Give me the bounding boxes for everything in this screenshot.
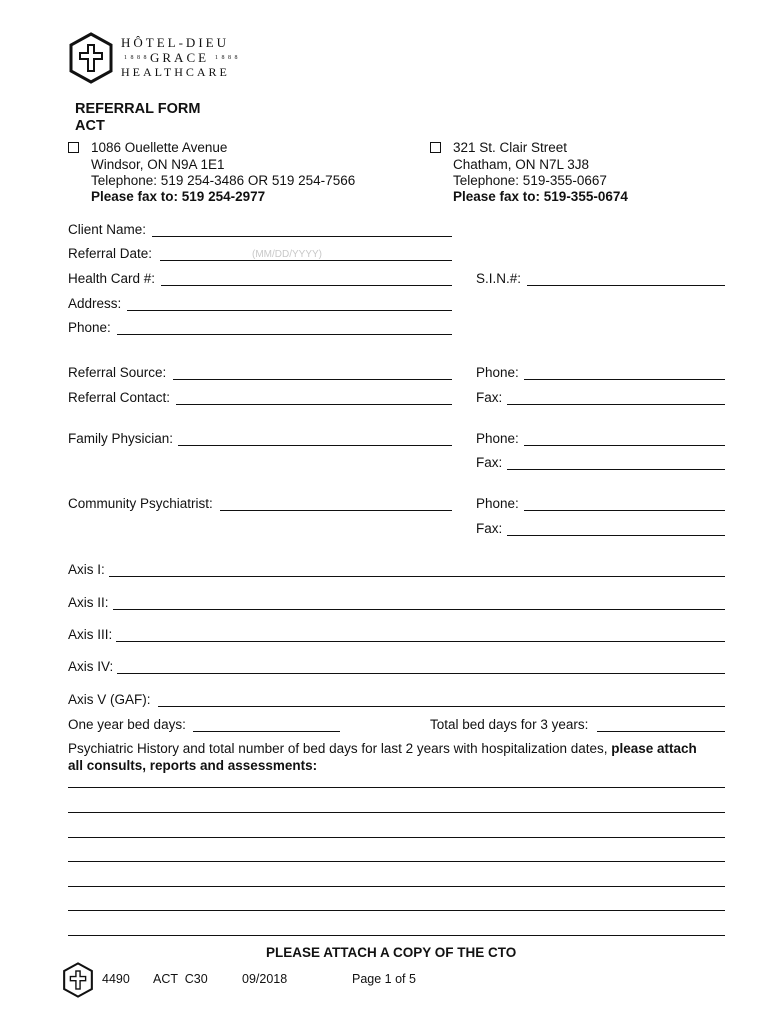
- community-psychiatrist-fax-field[interactable]: [507, 535, 725, 536]
- chatham-street: 321 St. Clair Street: [453, 140, 568, 155]
- axis-3-field[interactable]: [116, 641, 725, 642]
- axis-4-field[interactable]: [117, 673, 725, 674]
- footer-cross-emblem-icon: [62, 962, 94, 998]
- axis-2-field[interactable]: [113, 609, 725, 610]
- logo-line-grace: GRACE: [150, 50, 210, 65]
- sin-field[interactable]: [527, 285, 725, 286]
- windsor-checkbox[interactable]: [68, 142, 79, 153]
- psychiatric-history-attach: please attach: [611, 741, 697, 756]
- family-physician-phone-field[interactable]: [524, 445, 725, 446]
- community-psychiatrist-phone-label: Phone:: [476, 496, 519, 511]
- client-name-field[interactable]: [152, 236, 452, 237]
- history-line-4[interactable]: [68, 861, 725, 862]
- logo-year-left: 1 8 8 8: [124, 55, 148, 61]
- history-line-6[interactable]: [68, 910, 725, 911]
- client-name-label: Client Name:: [68, 222, 147, 237]
- axis-1-field[interactable]: [109, 576, 725, 577]
- referral-contact-fax-label: Fax:: [476, 390, 503, 405]
- logo-year-right: 1 8 8 8: [215, 55, 239, 61]
- axis-4-label: Axis IV:: [68, 659, 114, 674]
- chatham-fax: Please fax to: 519-355-0674: [453, 189, 628, 204]
- referral-source-label: Referral Source:: [68, 365, 167, 380]
- axis-1-label: Axis I:: [68, 562, 105, 577]
- referral-source-field[interactable]: [173, 379, 452, 380]
- chatham-checkbox[interactable]: [430, 142, 441, 153]
- referral-date-field[interactable]: [160, 260, 452, 261]
- axis-3-label: Axis III:: [68, 627, 113, 642]
- referral-contact-label: Referral Contact:: [68, 390, 171, 405]
- axis-5-field[interactable]: [158, 706, 725, 707]
- referral-date-label: Referral Date:: [68, 246, 153, 261]
- address-label: Address:: [68, 296, 122, 311]
- address-field[interactable]: [127, 310, 452, 311]
- family-physician-phone-label: Phone:: [476, 431, 519, 446]
- referral-source-phone-label: Phone:: [476, 365, 519, 380]
- referral-source-phone-field[interactable]: [524, 379, 725, 380]
- windsor-fax: Please fax to: 519 254-2977: [91, 189, 266, 204]
- family-physician-fax-field[interactable]: [507, 469, 725, 470]
- sin-label: S.I.N.#:: [476, 271, 522, 286]
- phone-field[interactable]: [117, 334, 452, 335]
- cto-notice: PLEASE ATTACH A COPY OF THE CTO: [266, 945, 517, 960]
- psychiatric-history-text: Psychiatric History and total number of bed days for last 2 years with hospitalization dates,: [68, 741, 612, 756]
- windsor-street: 1086 Ouellette Avenue: [91, 140, 228, 155]
- cross-emblem-icon: [68, 32, 114, 84]
- one-year-bed-days-label: One year bed days:: [68, 717, 186, 732]
- windsor-phone: Telephone: 519 254-3486 OR 519 254-7566: [91, 173, 356, 188]
- total-bed-days-label: Total bed days for 3 years:: [430, 717, 589, 732]
- referral-contact-field[interactable]: [176, 404, 452, 405]
- community-psychiatrist-fax-label: Fax:: [476, 521, 503, 536]
- total-bed-days-field[interactable]: [597, 731, 725, 732]
- footer-form-number: 4490: [102, 972, 130, 986]
- community-psychiatrist-label: Community Psychiatrist:: [68, 496, 213, 511]
- psychiatric-history-instructions: [68, 741, 697, 756]
- footer-page-number: Page 1 of 5: [352, 972, 416, 986]
- community-psychiatrist-phone-field[interactable]: [524, 510, 725, 511]
- windsor-city: Windsor, ON N9A 1E1: [91, 157, 225, 172]
- logo-line-healthcare: HEALTHCARE: [121, 65, 230, 79]
- form-title: REFERRAL FORM: [75, 101, 201, 117]
- psychiatric-history-attach-line2: all consults, reports and assessments:: [68, 758, 318, 773]
- footer-form-code: ACT C30: [153, 972, 208, 986]
- family-physician-field[interactable]: [178, 445, 452, 446]
- referral-date-hint: (MM/DD/YYYY): [252, 249, 322, 260]
- chatham-phone: Telephone: 519-355-0667: [453, 173, 607, 188]
- footer-date: 09/2018: [242, 972, 288, 986]
- history-line-7[interactable]: [68, 935, 725, 936]
- history-line-3[interactable]: [68, 837, 725, 838]
- logo-line-hotel-dieu: HÔTEL-DIEU: [121, 35, 229, 50]
- one-year-bed-days-field[interactable]: [193, 731, 340, 732]
- family-physician-fax-label: Fax:: [476, 455, 503, 470]
- community-psychiatrist-field[interactable]: [220, 510, 452, 511]
- history-line-2[interactable]: [68, 812, 725, 813]
- axis-5-label: Axis V (GAF):: [68, 692, 151, 707]
- history-line-1[interactable]: [68, 787, 725, 788]
- axis-2-label: Axis II:: [68, 595, 109, 610]
- health-card-field[interactable]: [161, 285, 452, 286]
- health-card-label: Health Card #:: [68, 271, 156, 286]
- phone-label: Phone:: [68, 320, 111, 335]
- referral-contact-fax-field[interactable]: [507, 404, 725, 405]
- form-subtitle: ACT: [75, 118, 105, 134]
- history-line-5[interactable]: [68, 886, 725, 887]
- chatham-city: Chatham, ON N7L 3J8: [453, 157, 590, 172]
- family-physician-label: Family Physician:: [68, 431, 174, 446]
